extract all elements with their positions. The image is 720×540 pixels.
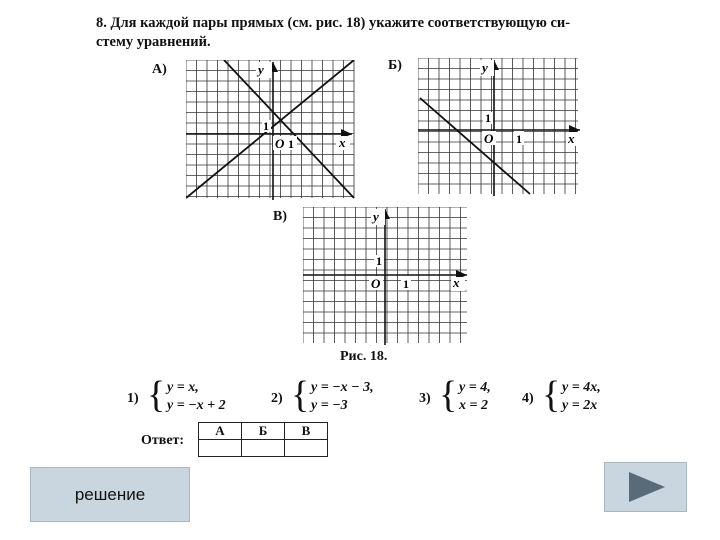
graph-v-one-x: 1 [403,277,409,291]
system-3-eq2: x = 2 [459,398,488,413]
solution-button[interactable] [30,467,190,522]
graph-v-origin: O [371,276,381,291]
system-1-eq2: y = −x + 2 [167,398,226,413]
system-4-brace: { [542,374,561,416]
task-text-line1: 8. Для каждой пары прямых (см. рис. 18) укажите соответствующую си- [96,15,571,31]
graph-a-one-y: 1 [263,119,269,133]
answer-value-row [199,440,328,457]
system-2-number: 2) [271,391,283,406]
system-4-number: 4) [522,391,534,406]
answer-cell-v[interactable] [285,440,328,457]
graph-a [186,60,356,200]
system-3-number: 3) [419,391,431,406]
graph-b [418,58,582,196]
graph-v [303,207,469,345]
answer-cell-a[interactable] [199,440,242,457]
system-3 [419,374,519,416]
graph-a-y-label: y [258,62,264,77]
system-1-number: 1) [127,391,139,406]
system-2-brace: { [291,374,310,416]
answer-header-v: В [285,423,328,440]
answer-table [198,422,328,457]
task-text [96,14,656,52]
graph-a-label: А) [152,62,167,77]
graph-b-y-label: y [482,60,488,75]
graph-b-origin: O [484,131,494,146]
system-2 [271,374,411,416]
graph-a-origin: O [275,136,285,151]
system-4-eq2: y = 2x [562,398,598,413]
graph-b-one-y: 1 [485,111,491,125]
graph-v-x-label: x [453,275,460,290]
answer-cell-b[interactable] [242,440,285,457]
system-2-eq2: y = −3 [311,398,348,413]
system-1-eq1: y = x, [167,380,199,395]
graph-a-one-x: 1 [288,137,294,151]
graph-b-label: Б) [388,58,402,73]
answer-label: Ответ: [141,433,185,448]
answer-header-a: А [199,423,242,440]
system-3-eq1: y = 4, [459,380,491,395]
answer-header-b: Б [242,423,285,440]
system-4-eq1: y = 4x, [562,380,601,395]
system-4 [522,374,632,416]
graph-v-one-y: 1 [376,254,382,268]
task-text-line2: стему уравнений. [96,34,211,50]
system-3-brace: { [439,374,458,416]
figure-caption: Рис. 18. [340,349,388,364]
system-1 [127,374,257,416]
system-2-eq1: y = −x − 3, [311,380,374,395]
system-1-brace: { [147,374,166,416]
next-button[interactable] [604,462,687,512]
graph-b-one-x: 1 [516,132,522,146]
graph-b-line-1 [420,98,530,194]
graph-b-grid [418,58,578,194]
answer-header-row [199,423,328,440]
graph-b-x-label: x [568,131,575,146]
solution-button-label: решение [74,484,146,504]
graph-a-x-label: x [339,135,346,150]
graph-v-label: В) [273,209,287,224]
graph-v-y-label: y [373,209,379,224]
play-triangle-icon [605,463,686,511]
